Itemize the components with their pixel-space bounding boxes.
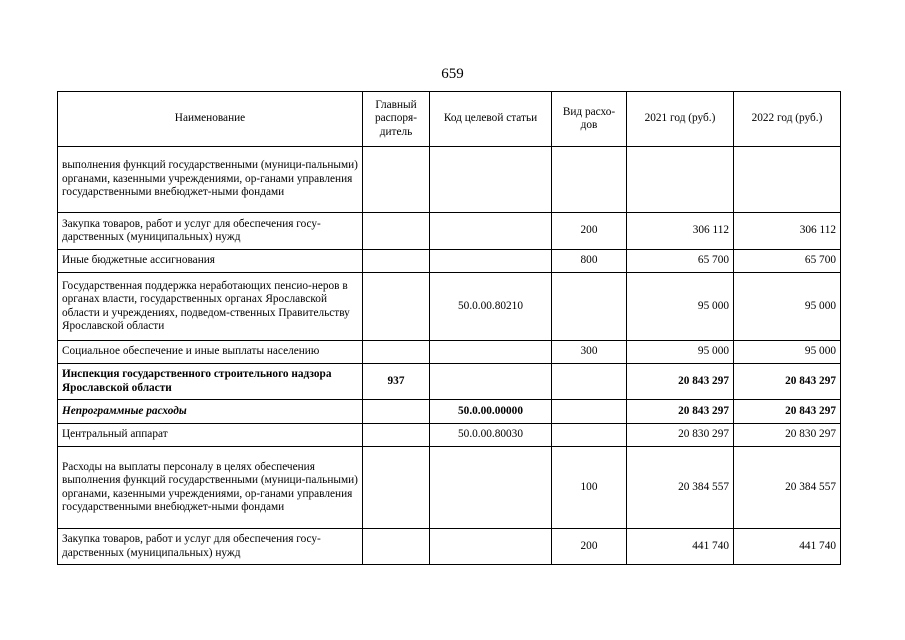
row-admin bbox=[363, 213, 430, 250]
row-code bbox=[430, 213, 552, 250]
table-row bbox=[58, 250, 841, 273]
row-admin: 937 bbox=[363, 364, 430, 400]
table-row bbox=[58, 424, 841, 447]
row-2021: 20 830 297 bbox=[627, 424, 734, 447]
row-2022: 441 740 bbox=[734, 529, 841, 565]
row-admin bbox=[363, 341, 430, 364]
page-number: 659 bbox=[441, 66, 464, 82]
row-type bbox=[552, 273, 627, 341]
row-2021 bbox=[627, 147, 734, 213]
row-name: Расходы на выплаты персоналу в целях обеспечения выполнения функций государственными (муници-пальными) органами, казенными учреждениями, ор-ганами управления государственными внебюджет-ными фондами bbox=[58, 447, 363, 529]
row-admin bbox=[363, 424, 430, 447]
row-type: 200 bbox=[552, 529, 627, 565]
row-2022: 306 112 bbox=[734, 213, 841, 250]
row-type: 100 bbox=[552, 447, 627, 529]
row-code bbox=[430, 529, 552, 565]
row-name: Инспекция государственного строительного надзора Ярославской области bbox=[58, 364, 363, 400]
row-name: Иные бюджетные ассигнования bbox=[58, 250, 363, 273]
row-2021: 65 700 bbox=[627, 250, 734, 273]
row-2021: 441 740 bbox=[627, 529, 734, 565]
row-2021: 95 000 bbox=[627, 273, 734, 341]
row-2021: 306 112 bbox=[627, 213, 734, 250]
row-2021: 20 843 297 bbox=[627, 400, 734, 424]
row-2022: 95 000 bbox=[734, 341, 841, 364]
header-type: Вид расхо-дов bbox=[552, 92, 627, 147]
row-code bbox=[430, 147, 552, 213]
row-2021: 95 000 bbox=[627, 341, 734, 364]
budget-table bbox=[57, 91, 841, 565]
row-name: Социальное обеспечение и иные выплаты населению bbox=[58, 341, 363, 364]
row-name: Государственная поддержка неработающих пенсио-неров в органах власти, государственных органах Ярославской области и учреждениях, подведом-ственных Правительству Ярославской области bbox=[58, 273, 363, 341]
row-admin bbox=[363, 400, 430, 424]
header-code: Код целевой статьи bbox=[430, 92, 552, 147]
row-type bbox=[552, 364, 627, 400]
row-code: 50.0.00.80210 bbox=[430, 273, 552, 341]
header-2022: 2022 год (руб.) bbox=[734, 92, 841, 147]
row-code bbox=[430, 341, 552, 364]
row-admin bbox=[363, 447, 430, 529]
row-code: 50.0.00.80030 bbox=[430, 424, 552, 447]
row-type bbox=[552, 147, 627, 213]
row-2022: 20 830 297 bbox=[734, 424, 841, 447]
table-header-row bbox=[58, 92, 841, 147]
row-2021: 20 843 297 bbox=[627, 364, 734, 400]
row-admin bbox=[363, 273, 430, 341]
row-2022: 95 000 bbox=[734, 273, 841, 341]
row-2022 bbox=[734, 147, 841, 213]
table-row bbox=[58, 341, 841, 364]
row-2022: 20 843 297 bbox=[734, 400, 841, 424]
table-row bbox=[58, 213, 841, 250]
table-row bbox=[58, 364, 841, 400]
row-type: 200 bbox=[552, 213, 627, 250]
row-name: Непрограммные расходы bbox=[58, 400, 363, 424]
header-admin: Главный распоря-дитель bbox=[363, 92, 430, 147]
row-2021: 20 384 557 bbox=[627, 447, 734, 529]
table-row bbox=[58, 273, 841, 341]
row-2022: 20 843 297 bbox=[734, 364, 841, 400]
table-row bbox=[58, 447, 841, 529]
header-name: Наименование bbox=[58, 92, 363, 147]
table-row bbox=[58, 529, 841, 565]
row-type: 300 bbox=[552, 341, 627, 364]
row-code bbox=[430, 447, 552, 529]
table-row bbox=[58, 147, 841, 213]
row-name: выполнения функций государственными (муници-пальными) органами, казенными учреждениями, ор-ганами управления государственными внебюджет-ными фондами bbox=[58, 147, 363, 213]
row-code bbox=[430, 364, 552, 400]
row-2022: 65 700 bbox=[734, 250, 841, 273]
row-admin bbox=[363, 529, 430, 565]
row-admin bbox=[363, 250, 430, 273]
row-type bbox=[552, 424, 627, 447]
row-type bbox=[552, 400, 627, 424]
row-2022: 20 384 557 bbox=[734, 447, 841, 529]
row-code: 50.0.00.00000 bbox=[430, 400, 552, 424]
row-type: 800 bbox=[552, 250, 627, 273]
row-name: Центральный аппарат bbox=[58, 424, 363, 447]
header-2021: 2021 год (руб.) bbox=[627, 92, 734, 147]
row-admin bbox=[363, 147, 430, 213]
table-row bbox=[58, 400, 841, 424]
row-name: Закупка товаров, работ и услуг для обеспечения госу-дарственных (муниципальных) нужд bbox=[58, 529, 363, 565]
row-name: Закупка товаров, работ и услуг для обеспечения госу-дарственных (муниципальных) нужд bbox=[58, 213, 363, 250]
row-code bbox=[430, 250, 552, 273]
